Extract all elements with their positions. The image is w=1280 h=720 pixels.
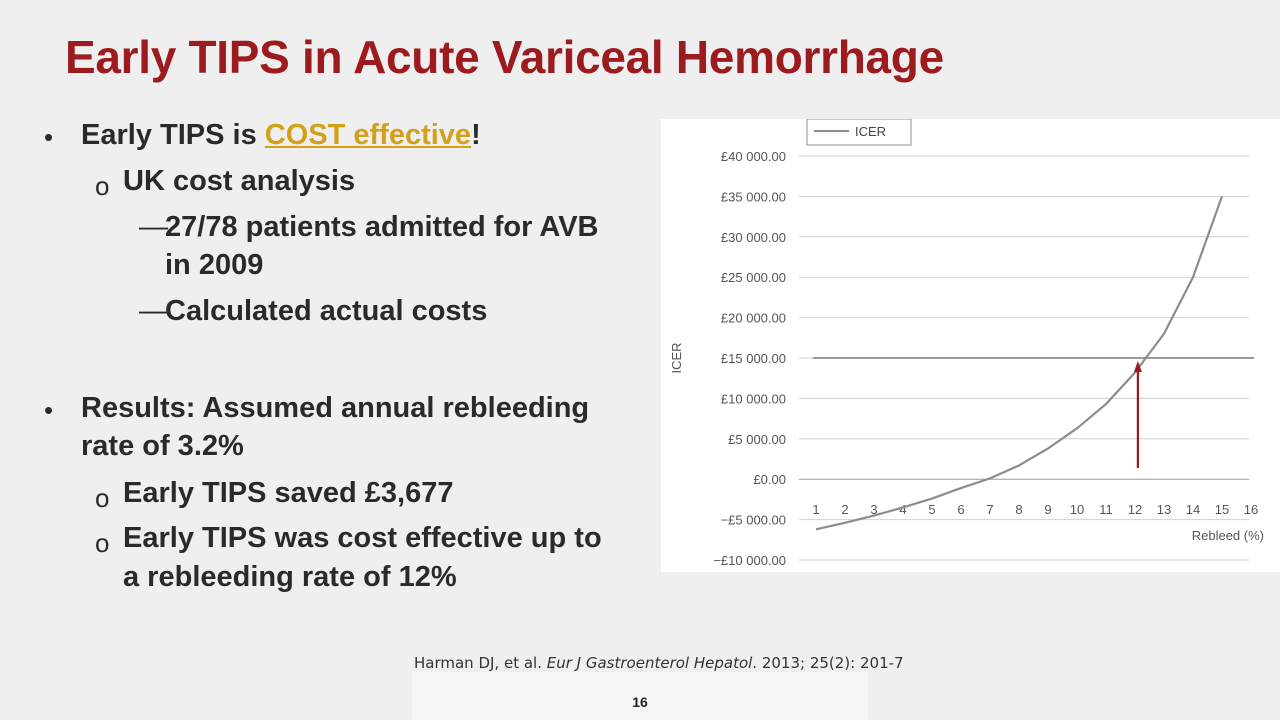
x-tick-label: 6: [957, 502, 965, 518]
slide-title: Early TIPS in Acute Variceal Hemorrhage: [65, 31, 944, 83]
bullet-list: [0, 0, 660, 640]
y-tick-label: £15 000.00: [720, 351, 786, 366]
bullet-marker: •: [44, 122, 54, 152]
dash-marker: —: [139, 211, 168, 243]
y-axis-label: ICER: [669, 342, 684, 374]
bullet-marker: •: [44, 395, 54, 425]
x-tick-label: 13: [1156, 502, 1172, 518]
x-tick-label: 15: [1214, 502, 1230, 518]
x-tick-label: 3: [870, 502, 878, 518]
dash-item-patients: 27/78 patients admitted for AVB: [165, 211, 599, 243]
sub-bullet-saved: Early TIPS saved £3,677: [123, 477, 454, 509]
bullet-cost-effective: [81, 121, 481, 150]
x-tick-label: 1: [812, 502, 820, 518]
sub-bullet-threshold-cont: a rebleeding rate of 12%: [123, 561, 457, 593]
y-tick-label: £40 000.00: [720, 149, 786, 164]
sub-bullet-marker: o: [95, 171, 110, 201]
x-tick-label: 12: [1127, 502, 1143, 518]
y-tick-label: £35 000.00: [720, 189, 786, 205]
icer-chart-panel: [661, 119, 1280, 572]
y-tick-label: −£10 000.00: [713, 553, 786, 568]
x-axis-label: Rebleed (%): [1191, 528, 1264, 544]
page-number: 16: [632, 694, 648, 710]
citation-journal: Eur J Gastroenterol Hepatol: [546, 654, 753, 672]
y-tick-label: −£5 000.00: [720, 512, 786, 528]
icer-chart: [661, 119, 1280, 572]
dash-item-costs: Calculated actual costs: [165, 295, 488, 327]
footer: [412, 672, 868, 720]
citation-authors: Harman DJ, et al.: [414, 654, 547, 672]
sub-bullet-marker: o: [95, 483, 110, 513]
dash-marker: —: [139, 295, 168, 327]
bullet-results-cont: rate of 3.2%: [81, 430, 244, 462]
sub-bullet-uk-cost-analysis: UK cost analysis: [123, 165, 356, 197]
bullet-results: Results: Assumed annual rebleeding: [81, 392, 590, 424]
y-tick-label: £10 000.00: [720, 391, 786, 407]
citation-details: . 2013; 25(2): 201-7: [752, 654, 904, 672]
x-tick-label: 5: [928, 502, 936, 518]
x-tick-label: 11: [1099, 502, 1113, 518]
y-tick-label: £5 000.00: [728, 431, 786, 447]
sub-bullet-marker: o: [95, 528, 110, 558]
x-tick-label: 9: [1044, 502, 1052, 518]
sub-bullet-threshold: Early TIPS was cost effective up to: [123, 522, 602, 554]
bullet-text: !: [471, 119, 481, 151]
x-tick-label: 2: [841, 502, 849, 518]
y-tick-label: £0.00: [753, 472, 786, 488]
x-tick-label: 8: [1015, 502, 1023, 518]
cost-effective-link[interactable]: COST effective: [264, 119, 472, 151]
x-tick-label: 10: [1069, 502, 1085, 518]
dash-item-patients-cont: in 2009: [165, 249, 264, 281]
y-tick-label: £25 000.00: [720, 270, 786, 286]
bullet-text: Early TIPS is: [81, 119, 265, 151]
citation: [414, 654, 904, 672]
x-tick-label: 14: [1185, 502, 1201, 518]
y-tick-label: £20 000.00: [720, 310, 786, 326]
y-tick-label: £30 000.00: [720, 229, 786, 245]
x-tick-label: 16: [1243, 502, 1259, 518]
x-tick-label: 7: [986, 502, 994, 518]
x-tick-label: 4: [899, 502, 907, 518]
legend-label: ICER: [855, 124, 887, 139]
